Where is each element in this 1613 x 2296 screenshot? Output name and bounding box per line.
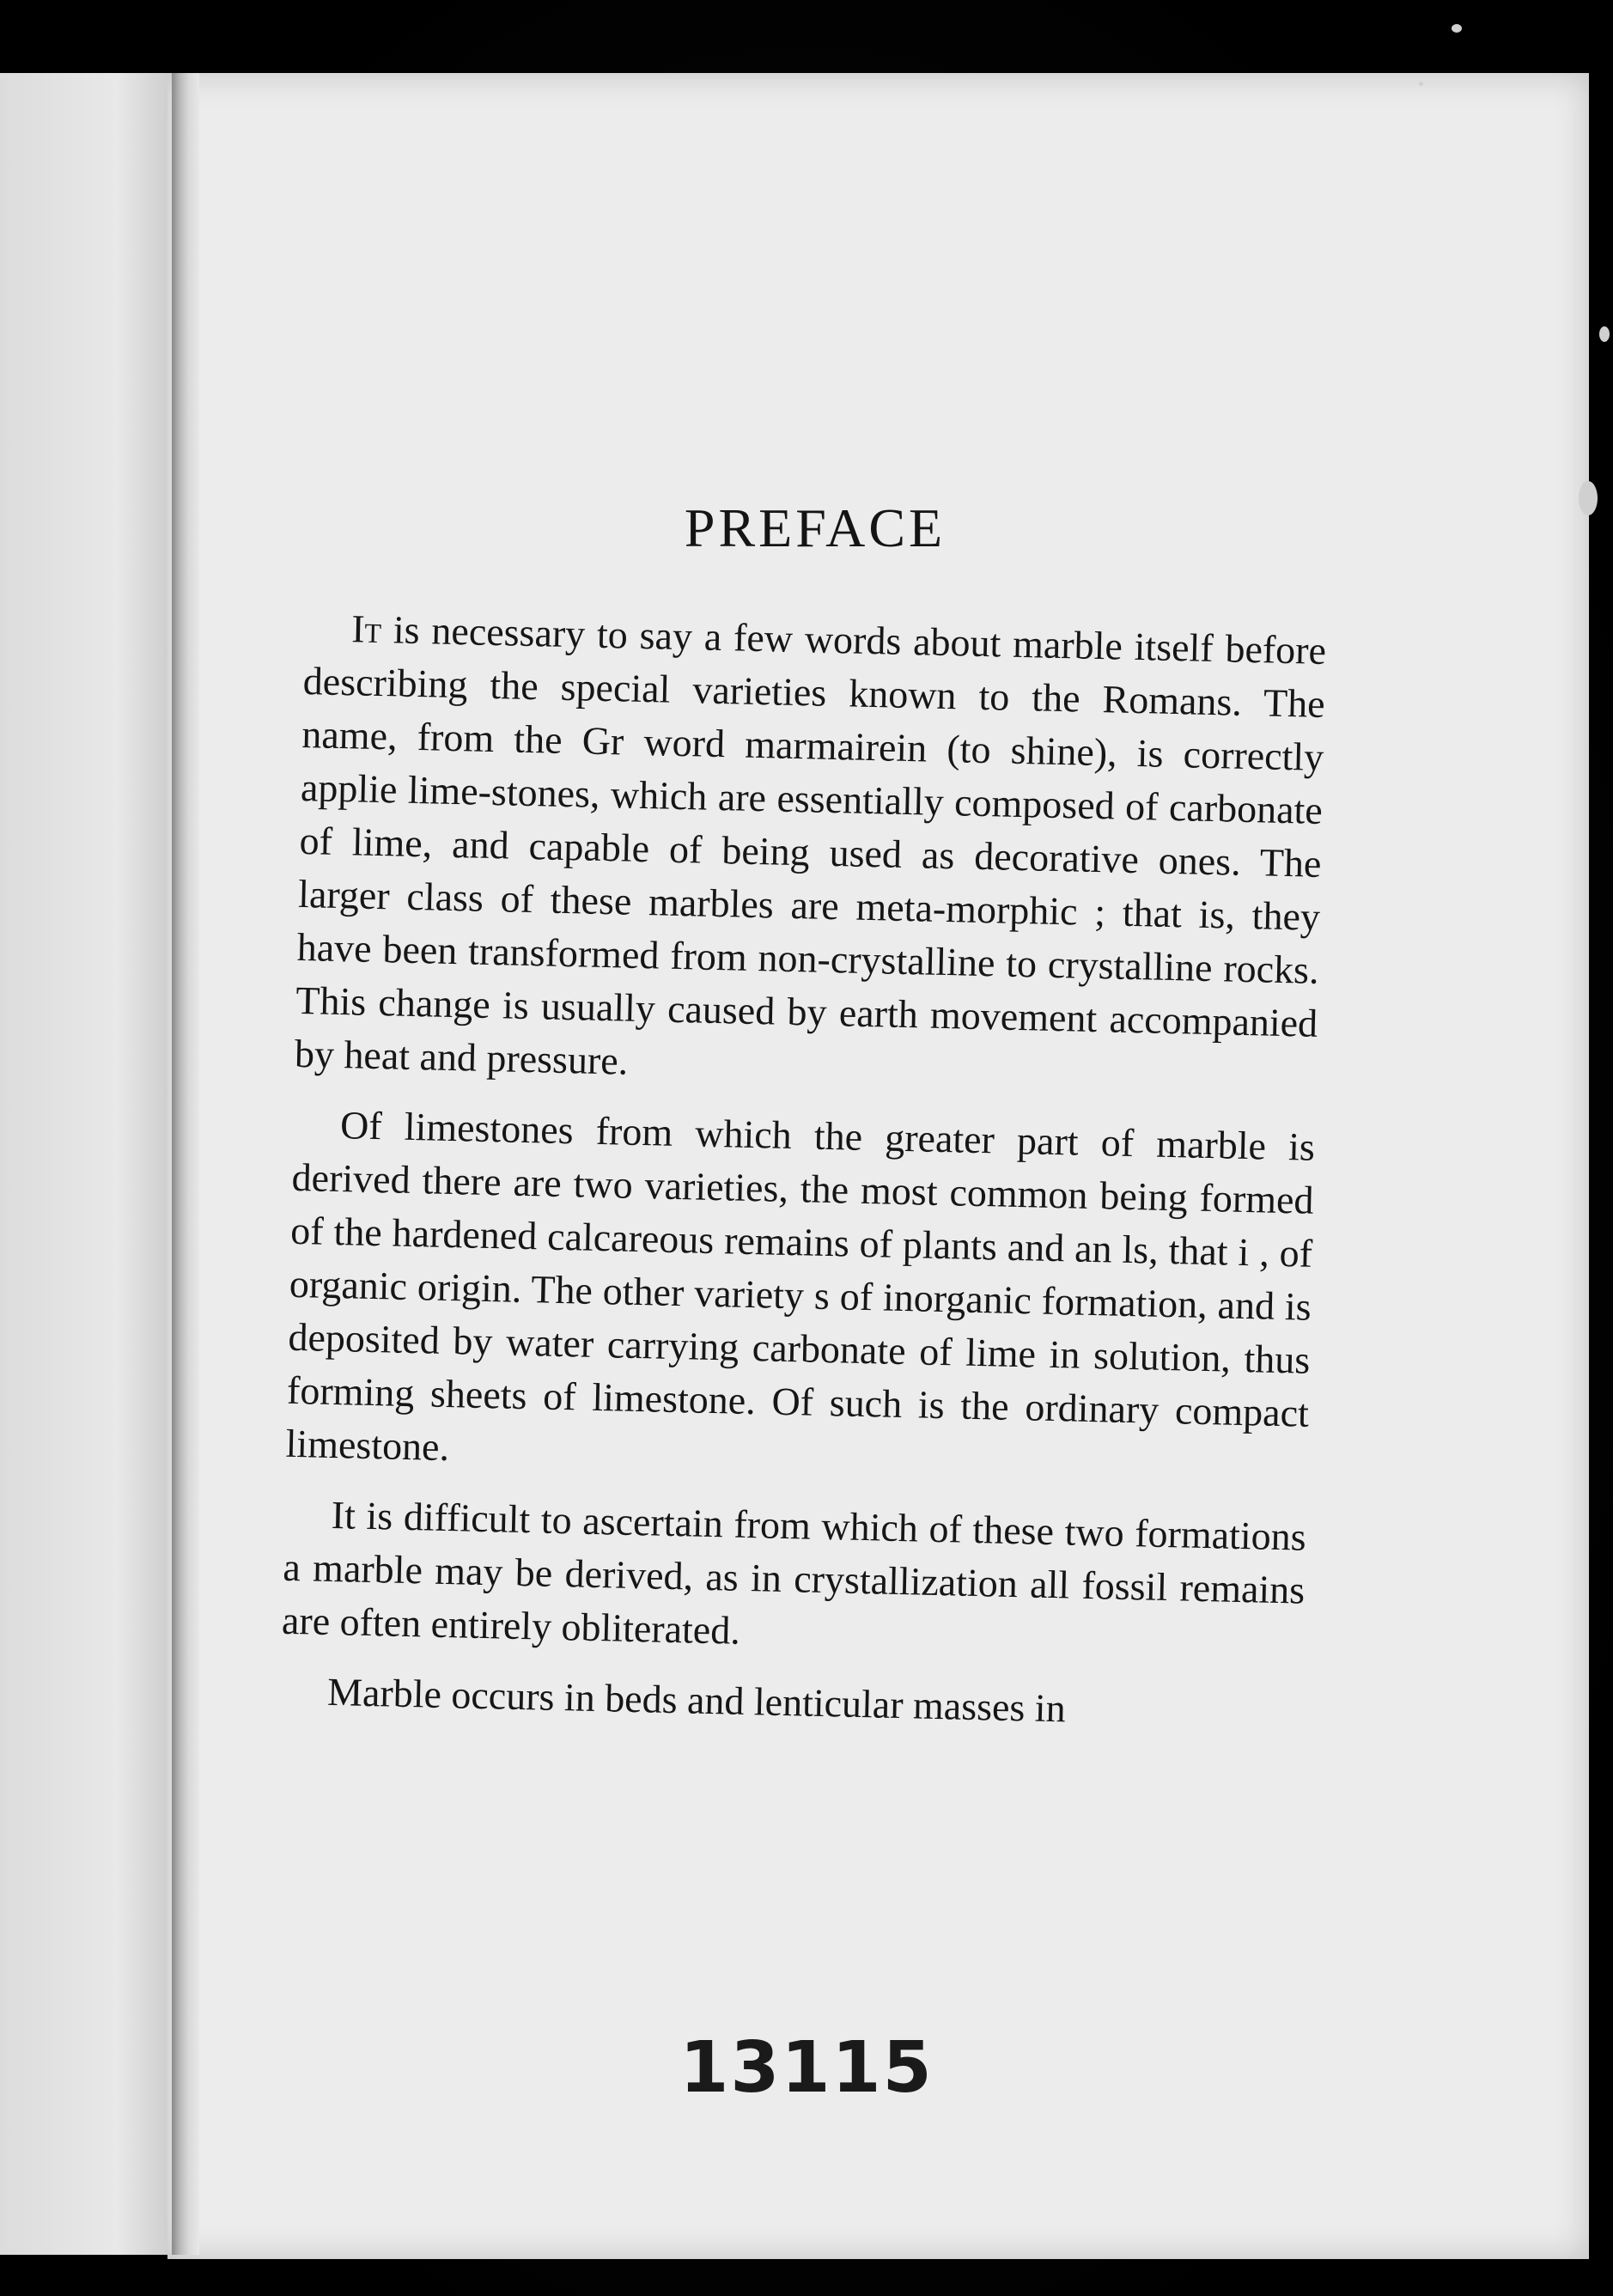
facing-page-edge <box>0 73 167 2255</box>
paragraph-text: is necessary to say a few words about marble itself before describing the special varieties known to the Romans. The name, from the Gr word marmairein (to shine), is correctly applie lime-stones, which are essentially composed of carbonate of lime, and capable of being used as decorative ones. The larger class of these marbles are meta-morphic ; that is, they have been transformed from non-crystalline to crystalline rocks. This change is usually caused by earth movement accompanied by heat and pressure. <box>294 607 1327 1083</box>
page-title: PREFACE <box>684 497 946 558</box>
accession-number-stamp: 13115 <box>679 2027 934 2109</box>
paragraph-text: Marble occurs in beds and lenticular masses in <box>326 1669 1067 1731</box>
paragraph-lead-word: It <box>350 606 382 652</box>
paragraph-1 <box>294 601 1326 1104</box>
scan-speck <box>1599 326 1610 342</box>
paragraph-text: Of limestones from which the greater part of marble is derived there are two varieties, the most common being formed of the hardened calcareous remains of plants and an ls, that i , of organic origin. The other variety s of inorganic formation, and is deposited by water carrying carbonate of lime in solution, thus forming sheets of limestone. Of such is the ordinary compact limestone. <box>285 1103 1316 1470</box>
scan-speck <box>1419 82 1423 86</box>
page-gutter-shadow <box>172 73 199 2255</box>
paragraph-3 <box>281 1488 1306 1671</box>
preface-body <box>279 601 1327 1758</box>
paragraph-4 <box>280 1665 1303 1741</box>
paragraph-text: It is difficult to ascertain from which of these two formations a marble may be derived, as in crystallization all fossil remains are often entirely obliterated. <box>281 1492 1307 1653</box>
paragraph-2 <box>285 1098 1316 1494</box>
scan-speck <box>1452 24 1462 33</box>
